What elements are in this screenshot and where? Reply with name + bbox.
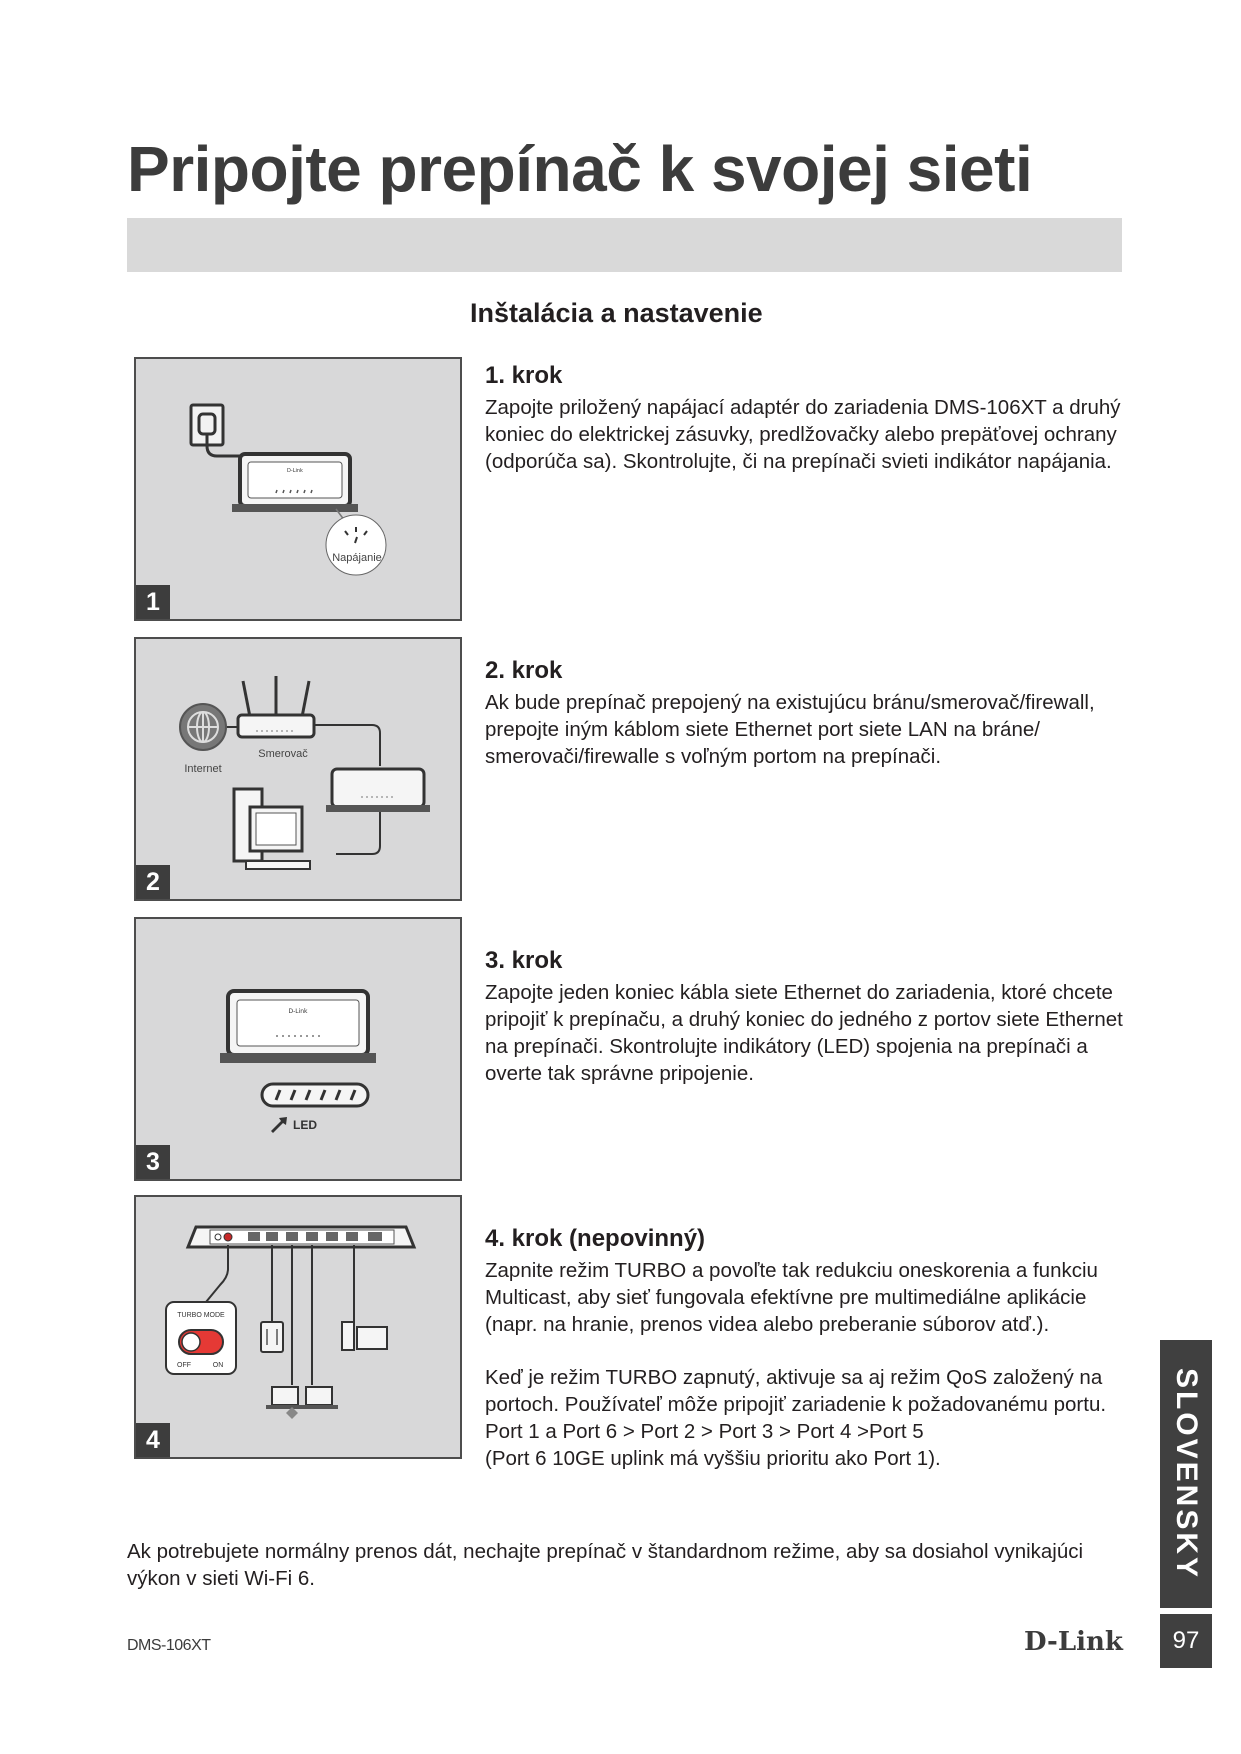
svg-text:D-Link: D-Link bbox=[287, 468, 303, 474]
turbo-toggle-icon bbox=[166, 1302, 236, 1374]
router-label: Smerovač bbox=[258, 748, 308, 760]
power-label: Napájanie bbox=[332, 552, 382, 564]
step-2-number: 2 bbox=[136, 865, 170, 899]
section-heading: Inštalácia a nastavenie bbox=[470, 298, 763, 328]
step-4-figure bbox=[134, 1195, 462, 1459]
internet-label: Internet bbox=[184, 763, 222, 775]
language-tab bbox=[1160, 1340, 1212, 1608]
step-4-port-note: (Port 6 10GE uplink má vyššiu prioritu ako Port 1). bbox=[485, 1447, 941, 1470]
off-label: OFF bbox=[177, 1362, 191, 1369]
footer-note: Ak potrebujete normálny prenos dát, nechajte prepínač v štandardnom režime, aby sa dosiahol vynikajúci výkon v sieti Wi-Fi 6. bbox=[127, 1540, 1084, 1590]
dlink-logo: D-Link bbox=[1024, 1627, 1123, 1657]
step-4-port-priority: Port 1 a Port 6 > Port 2 > Port 3 > Port 4 >Port 5 bbox=[485, 1420, 924, 1443]
page-title: Pripojte prepínač k svojej sieti bbox=[127, 133, 1033, 205]
switch-rear-panel bbox=[188, 1227, 414, 1247]
model-label: DMS-106XT bbox=[127, 1637, 211, 1654]
desktop-icon bbox=[342, 1322, 387, 1350]
laptop-icon bbox=[266, 1387, 338, 1419]
led-check-illustration bbox=[136, 919, 460, 1179]
power-connection-illustration bbox=[136, 359, 460, 619]
globe-icon bbox=[180, 704, 226, 750]
step-4-title: 4. krok (nepovinný) bbox=[485, 1225, 706, 1252]
computer-icon bbox=[234, 789, 310, 869]
power-led-zoom bbox=[326, 515, 386, 575]
page-number: 97 bbox=[1160, 1614, 1212, 1668]
led-indicator-icon bbox=[262, 1084, 368, 1106]
step-4-paragraph-1: Zapnite režim TURBO a povoľte tak redukciu oneskorenia a funkciu Multicast, aby sieť fungovala efektívne pre multimediálne aplikácie (napr. na hranie, prenos videa alebo preberanie súborov atď.). bbox=[485, 1259, 1098, 1336]
step-2-paragraph: Ak bude prepínač prepojený na existujúcu bránu/smerovač/firewall, prepojte iným káblom siete Ethernet port siete LAN na bráne/ smerovači/firewalle s voľným portom na prepínači. bbox=[485, 691, 1095, 768]
step-3-text bbox=[485, 947, 1125, 1087]
step-2-text bbox=[485, 657, 1125, 770]
step-2-title: 2. krok bbox=[485, 657, 563, 684]
step-4-number: 4 bbox=[136, 1423, 170, 1457]
step-2-figure bbox=[134, 637, 462, 901]
step-3-title: 3. krok bbox=[485, 947, 563, 974]
step-3-number: 3 bbox=[136, 1145, 170, 1179]
step-1-figure bbox=[134, 357, 462, 621]
led-label: LED bbox=[293, 1118, 317, 1132]
step-3-figure bbox=[134, 917, 462, 1181]
step-4-text bbox=[485, 1225, 1125, 1472]
nas-icon bbox=[261, 1322, 283, 1352]
turbo-label: TURBO MODE bbox=[177, 1312, 225, 1319]
step-1-number: 1 bbox=[136, 585, 170, 619]
step-1-text bbox=[485, 362, 1125, 475]
router-icon bbox=[238, 676, 314, 737]
switch-icon bbox=[326, 769, 430, 812]
switch-icon bbox=[220, 991, 376, 1063]
turbo-mode-illustration bbox=[136, 1197, 460, 1457]
step-1-paragraph: Zapojte priložený napájací adaptér do zariadenia DMS-106XT a druhý koniec do elektrickej zásuvky, predlžovačky alebo prepäťovej ochrany (odporúča sa). Skontrolujte, či na prepínači svieti indikátor napájania. bbox=[485, 396, 1121, 473]
on-label: ON bbox=[212, 1362, 224, 1369]
language-tab-label: SLOVENSKY bbox=[1170, 1367, 1203, 1581]
network-topology-illustration bbox=[136, 639, 460, 899]
title-bar bbox=[127, 218, 1122, 272]
svg-text:D-Link: D-Link bbox=[288, 1008, 308, 1015]
step-4-paragraph-2: Keď je režim TURBO zapnutý, aktivuje sa aj režim QoS založený na portoch. Používateľ môže pripojiť zariadenie k požadovanému portu. bbox=[485, 1366, 1107, 1416]
step-1-title: 1. krok bbox=[485, 362, 563, 389]
switch-icon bbox=[232, 454, 358, 512]
step-3-paragraph: Zapojte jeden koniec kábla siete Ethernet do zariadenia, ktoré chcete pripojiť k prepínaču, a druhý koniec do jedného z portov siete Ethernet na prepínači. Skontrolujte indikátory (LED) spojenia na prepínači a overte tak správne pripojenie. bbox=[485, 981, 1123, 1085]
